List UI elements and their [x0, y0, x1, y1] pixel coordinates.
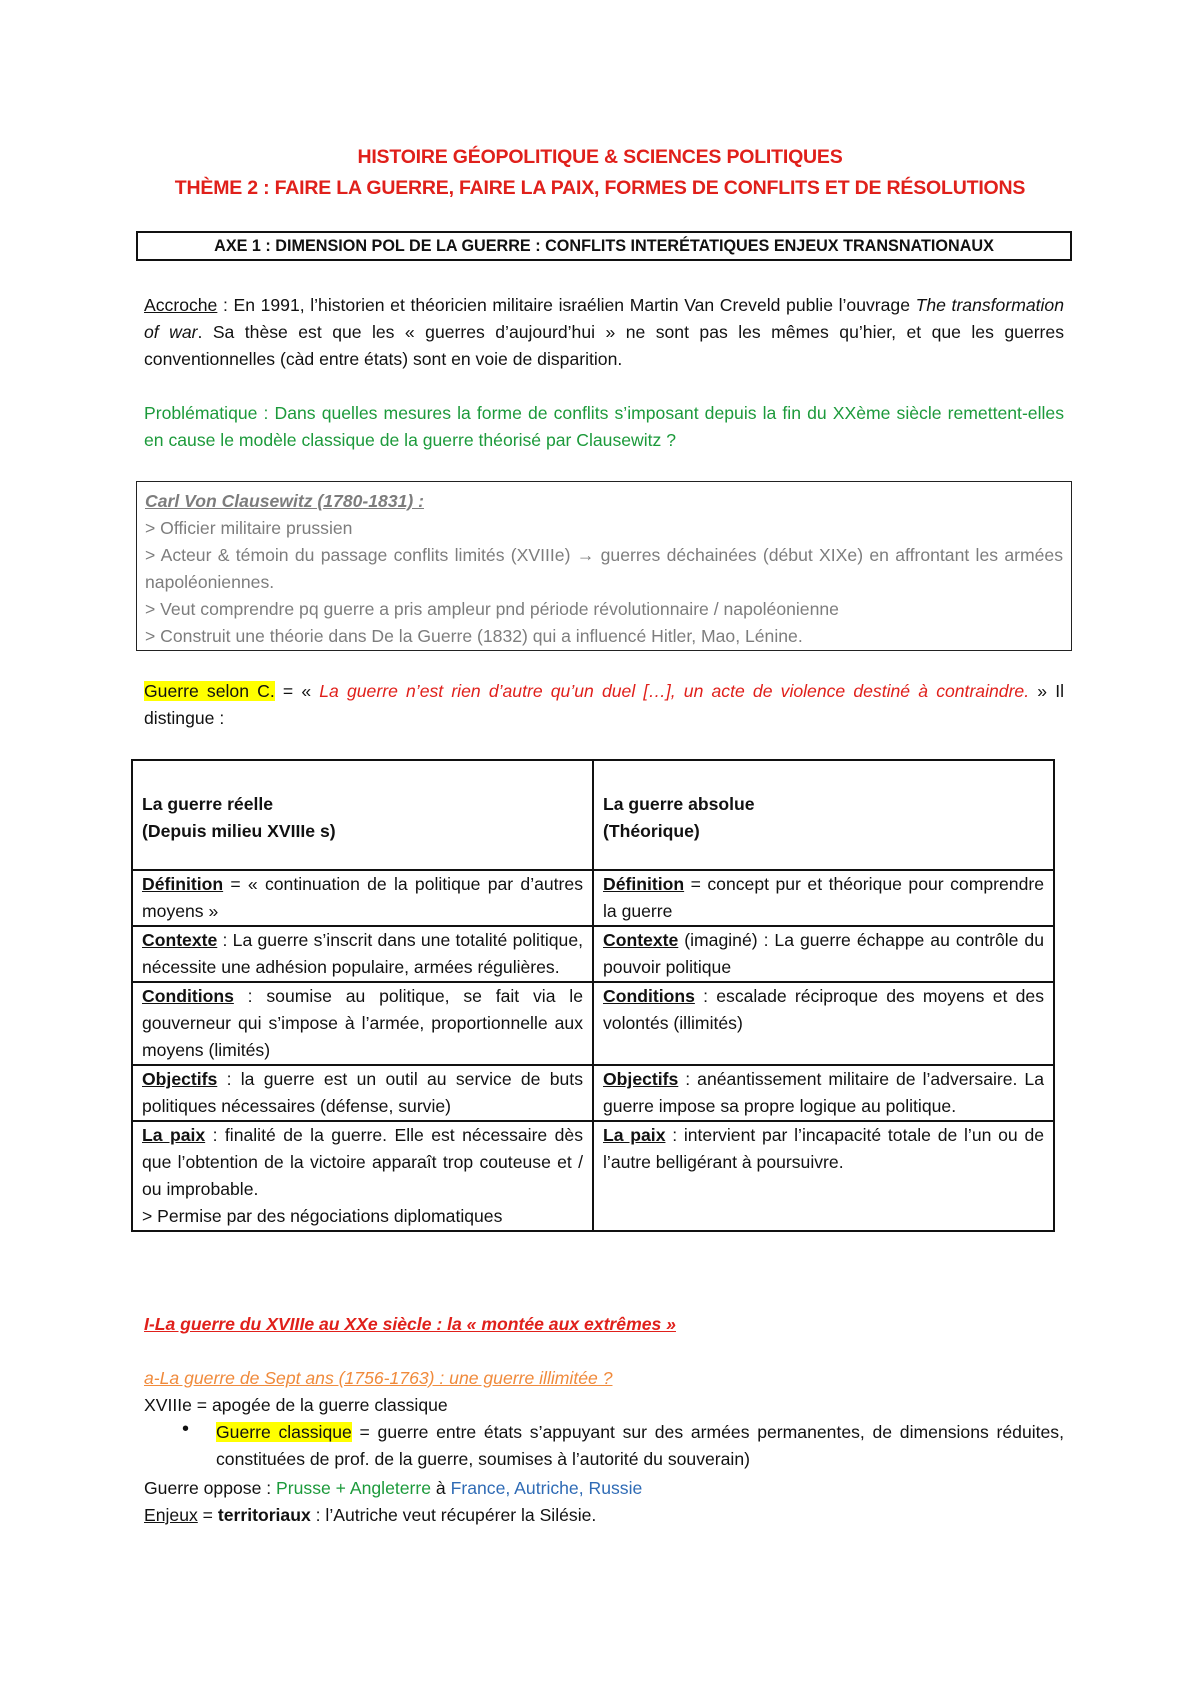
cell-text: : finalité de la guerre. Elle est nécessaire dès que l’obtention de la victoire apparaît trop couteuse et / ou improbable.	[142, 1125, 583, 1199]
bullet-text: = guerre entre états s’appuyant sur des armées permanentes, de dimensions réduites, constituées de prof. de la guerre, soumises à l’autorité du souverain)	[216, 1422, 1064, 1469]
subsection-heading-a: a-La guerre de Sept ans (1756-1763) : une guerre illimitée ?	[144, 1368, 613, 1388]
cell-label: Définition	[603, 874, 685, 894]
cell-text: : La guerre s’inscrit dans une totalité politique, nécessite une adhésion populaire, armées régulières.	[142, 930, 583, 977]
table-row	[132, 1121, 1054, 1231]
accroche-sep: :	[217, 295, 234, 315]
table-cell	[132, 982, 593, 1065]
cell-label: Contexte	[603, 930, 679, 950]
cell-label: La paix	[142, 1125, 206, 1145]
cell-label: Définition	[142, 874, 224, 894]
accroche-paragraph	[144, 292, 1064, 373]
table-row	[132, 982, 1054, 1065]
cell-text: (imaginé) : La guerre échappe au contrôle du pouvoir politique	[603, 930, 1044, 977]
oppose-side-1: Prusse + Angleterre	[276, 1478, 432, 1498]
accroche-text-2: . Sa thèse est que les « guerres d’aujourd’hui » ne sont pas les mêmes qu’hier, et que les guerres conventionnelles (càd entre états) sont en voie de disparition.	[144, 322, 1064, 369]
table-cell	[593, 1065, 1054, 1121]
cell-extra: > Permise par des négociations diplomatiques	[142, 1206, 503, 1226]
cell-text: = « continuation de la politique par d’autres moyens »	[142, 874, 583, 921]
cell-text: : escalade réciproque des moyens et des volontés (illimités)	[603, 986, 1044, 1033]
table-header-row	[132, 760, 1054, 870]
accroche-text-1: En 1991, l’historien et théoricien militaire israélien Martin Van Creveld publie l’ouvrage	[233, 295, 916, 315]
table-cell	[593, 926, 1054, 982]
clausewitz-box	[136, 481, 1072, 651]
table-row	[132, 870, 1054, 926]
table-cell	[132, 870, 593, 926]
header-guerre-absolue	[593, 760, 1054, 870]
main-title: HISTOIRE GÉOPOLITIQUE & SCIENCES POLITIQUES	[357, 146, 843, 168]
book-title: The transformation of war	[144, 295, 1065, 342]
cell-text: : la guerre est un outil au service de buts politiques nécessaires (défense, survie)	[142, 1069, 583, 1116]
bullet-item	[216, 1419, 1064, 1473]
cell-text: : intervient par l’incapacité totale de l’un ou de l’autre belligérant à poursuivre.	[603, 1125, 1045, 1172]
oppose-side-2: France, Autriche, Russie	[450, 1478, 643, 1498]
table-cell	[593, 982, 1054, 1065]
oppose-a: à	[431, 1478, 451, 1498]
cell-text: : soumise au politique, se fait via le gouverneur qui s’impose à l’armée, proportionnelle aux moyens (limités)	[142, 986, 583, 1060]
cell-text: = concept pur et théorique pour comprendre la guerre	[603, 874, 1044, 921]
guerre-selon-label: Guerre selon C.	[144, 681, 275, 701]
cell-label: La paix	[603, 1125, 666, 1145]
table-cell	[132, 926, 593, 982]
cell-label: Conditions	[142, 986, 234, 1006]
clausewitz-heading: Carl Von Clausewitz (1780-1831) :	[145, 491, 424, 511]
table-cell	[132, 1121, 593, 1231]
enjeux-bold: territoriaux	[217, 1505, 311, 1525]
clausewitz-quote: La guerre n’est rien d’autre qu’un duel […], un acte de violence destiné à contraindre.	[319, 681, 1030, 701]
clausewitz-line: > Officier militaire prussien	[145, 518, 353, 538]
enjeux-label: Enjeux	[144, 1505, 198, 1525]
header-title: La guerre absolue	[603, 794, 755, 814]
header-subtitle: (Théorique)	[603, 821, 700, 841]
clausewitz-line: > Veut comprendre pq guerre a pris ampleur pnd période révolutionnaire / napoléonienne	[145, 599, 839, 619]
header-title: La guerre réelle	[142, 794, 274, 814]
clausewitz-line: > Acteur & témoin du passage conflits limités (XVIIIe) → guerres déchainées (début XIXe) en affrontant les armées napoléoniennes.	[145, 545, 1063, 592]
table-cell	[593, 870, 1054, 926]
bullet-label: Guerre classique	[216, 1422, 352, 1442]
header-guerre-reelle	[132, 760, 593, 870]
enjeux-eq: =	[197, 1505, 218, 1525]
problematique: Problématique : Dans quelles mesures la forme de conflits s’imposant depuis la fin du XXème siècle remettent-elles en cause le modèle classique de la guerre théorisé par Clausewitz ?	[144, 403, 1064, 450]
cell-text: : anéantissement militaire de l’adversaire. La guerre impose sa propre logique au politique.	[603, 1069, 1044, 1116]
accroche-label: Accroche	[144, 295, 218, 315]
bullet-dot-icon: •	[182, 1418, 190, 1440]
comparison-table	[131, 759, 1055, 1232]
xviiie-line: XVIIIe = apogée de la guerre classique	[144, 1395, 448, 1415]
guerre-selon-paragraph	[144, 678, 1064, 732]
cell-label: Contexte	[142, 930, 218, 950]
oppose-line	[144, 1475, 642, 1502]
cell-label: Objectifs	[142, 1069, 218, 1089]
guerre-selon-end: » Il distingue :	[144, 681, 1065, 728]
guerre-selon-eq: = «	[274, 681, 320, 701]
cell-label: Conditions	[603, 986, 695, 1006]
table-row	[132, 1065, 1054, 1121]
header-subtitle: (Depuis milieu XVIIIe s)	[142, 821, 336, 841]
cell-label: Objectifs	[603, 1069, 679, 1089]
oppose-label: Guerre oppose :	[144, 1478, 277, 1498]
enjeux-text: : l’Autriche veut récupérer la Silésie.	[310, 1505, 597, 1525]
axe-heading-box: AXE 1 : DIMENSION POL DE LA GUERRE : CONFLITS INTERÉTATIQUES ENJEUX TRANSNATIONAUX	[136, 231, 1072, 261]
table-cell	[132, 1065, 593, 1121]
table-cell	[593, 1121, 1054, 1231]
clausewitz-line: > Construit une théorie dans De la Guerre (1832) qui a influencé Hitler, Mao, Lénine.	[145, 626, 803, 646]
table-row	[132, 926, 1054, 982]
section-heading-1: I-La guerre du XVIIIe au XXe siècle : la « montée aux extrêmes »	[144, 1314, 676, 1334]
theme-title: THÈME 2 : FAIRE LA GUERRE, FAIRE LA PAIX, FORMES DE CONFLITS ET DE RÉSOLUTIONS	[174, 177, 1026, 199]
enjeux-line	[144, 1502, 596, 1529]
